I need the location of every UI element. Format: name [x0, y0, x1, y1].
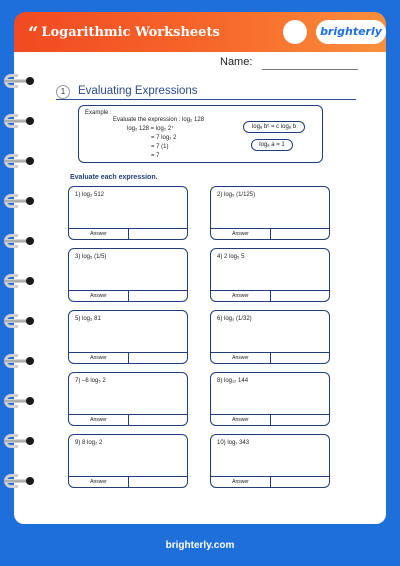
example-line: Evaluate the expression : log₂ 128 — [113, 117, 205, 123]
name-label: Name: — [220, 56, 253, 68]
question-text: 10) log₇ 343 — [217, 440, 250, 446]
spiral-binding — [0, 0, 40, 566]
binding-ring-icon — [4, 394, 34, 408]
answer-row — [211, 476, 329, 487]
binding-ring-icon — [4, 114, 34, 128]
answer-label: Answer — [211, 477, 271, 487]
question-text: 4) 2 log₅ 5 — [217, 254, 245, 260]
binding-ring-icon — [4, 354, 34, 368]
section-title: Evaluating Expressions — [78, 85, 198, 97]
answer-label: Answer — [211, 415, 271, 425]
answer-label: Answer — [69, 229, 129, 239]
log-power-rule: logₐ bᶜ = c logₐ b — [243, 121, 305, 133]
example-box — [78, 105, 323, 163]
question-box-9 — [68, 434, 188, 488]
question-text: 8) log₁₂ 144 — [217, 378, 249, 384]
answer-row — [211, 414, 329, 425]
answer-row — [211, 290, 329, 301]
question-box-10 — [210, 434, 330, 488]
question-box-4 — [210, 248, 330, 302]
binding-ring-icon — [4, 314, 34, 328]
log-identity-rule: logₐ a = 1 — [251, 139, 293, 151]
footer-url: brighterly.com — [165, 540, 235, 551]
instruction-text: Evaluate each expression. — [70, 174, 158, 181]
answer-label: Answer — [211, 229, 271, 239]
example-line: = 7 — [151, 153, 160, 159]
answer-row — [211, 352, 329, 363]
worksheet-title: “ Logarithmic Worksheets — [28, 23, 220, 44]
binding-ring-icon — [4, 234, 34, 248]
question-box-1 — [68, 186, 188, 240]
answer-row — [69, 414, 187, 425]
answer-label: Answer — [69, 353, 129, 363]
question-text: 3) log₅ (1/5) — [75, 254, 107, 260]
example-label: Example : — [85, 110, 112, 116]
binding-ring-icon — [4, 274, 34, 288]
answer-row — [69, 352, 187, 363]
decorative-circle-icon — [283, 20, 307, 44]
answer-row — [69, 228, 187, 239]
example-line: = 7 (1) — [151, 144, 169, 150]
binding-ring-icon — [4, 434, 34, 448]
answer-row — [211, 228, 329, 239]
answer-row — [69, 476, 187, 487]
question-text: 2) log₅ (1/125) — [217, 192, 256, 198]
answer-row — [69, 290, 187, 301]
example-line: log₂ 128 = log₂ 2⁷ — [127, 126, 174, 132]
question-text: 7) –6 log₅ 2 — [75, 378, 106, 384]
question-box-6 — [210, 310, 330, 364]
binding-ring-icon — [4, 154, 34, 168]
worksheet-header — [14, 12, 386, 52]
quote-mark-icon: “ — [28, 23, 39, 44]
question-box-5 — [68, 310, 188, 364]
answer-label: Answer — [211, 353, 271, 363]
question-box-7 — [68, 372, 188, 426]
question-box-3 — [68, 248, 188, 302]
question-text: 1) log₂ 512 — [75, 192, 105, 198]
question-text: 6) log₂ (1/32) — [217, 316, 252, 322]
section-divider — [56, 99, 356, 100]
question-box-8 — [210, 372, 330, 426]
question-text: 9) 8 log₂ 2 — [75, 440, 103, 446]
section-number: 1 — [56, 85, 70, 99]
name-field[interactable] — [262, 69, 358, 70]
answer-label: Answer — [69, 291, 129, 301]
answer-label: Answer — [69, 415, 129, 425]
binding-ring-icon — [4, 474, 34, 488]
binding-ring-icon — [4, 194, 34, 208]
question-box-2 — [210, 186, 330, 240]
answer-label: Answer — [69, 477, 129, 487]
question-text: 5) log₃ 81 — [75, 316, 101, 322]
binding-ring-icon — [4, 74, 34, 88]
example-line: = 7 log₂ 2 — [151, 135, 177, 141]
brighterly-logo: brighterly — [316, 20, 386, 44]
answer-label: Answer — [211, 291, 271, 301]
